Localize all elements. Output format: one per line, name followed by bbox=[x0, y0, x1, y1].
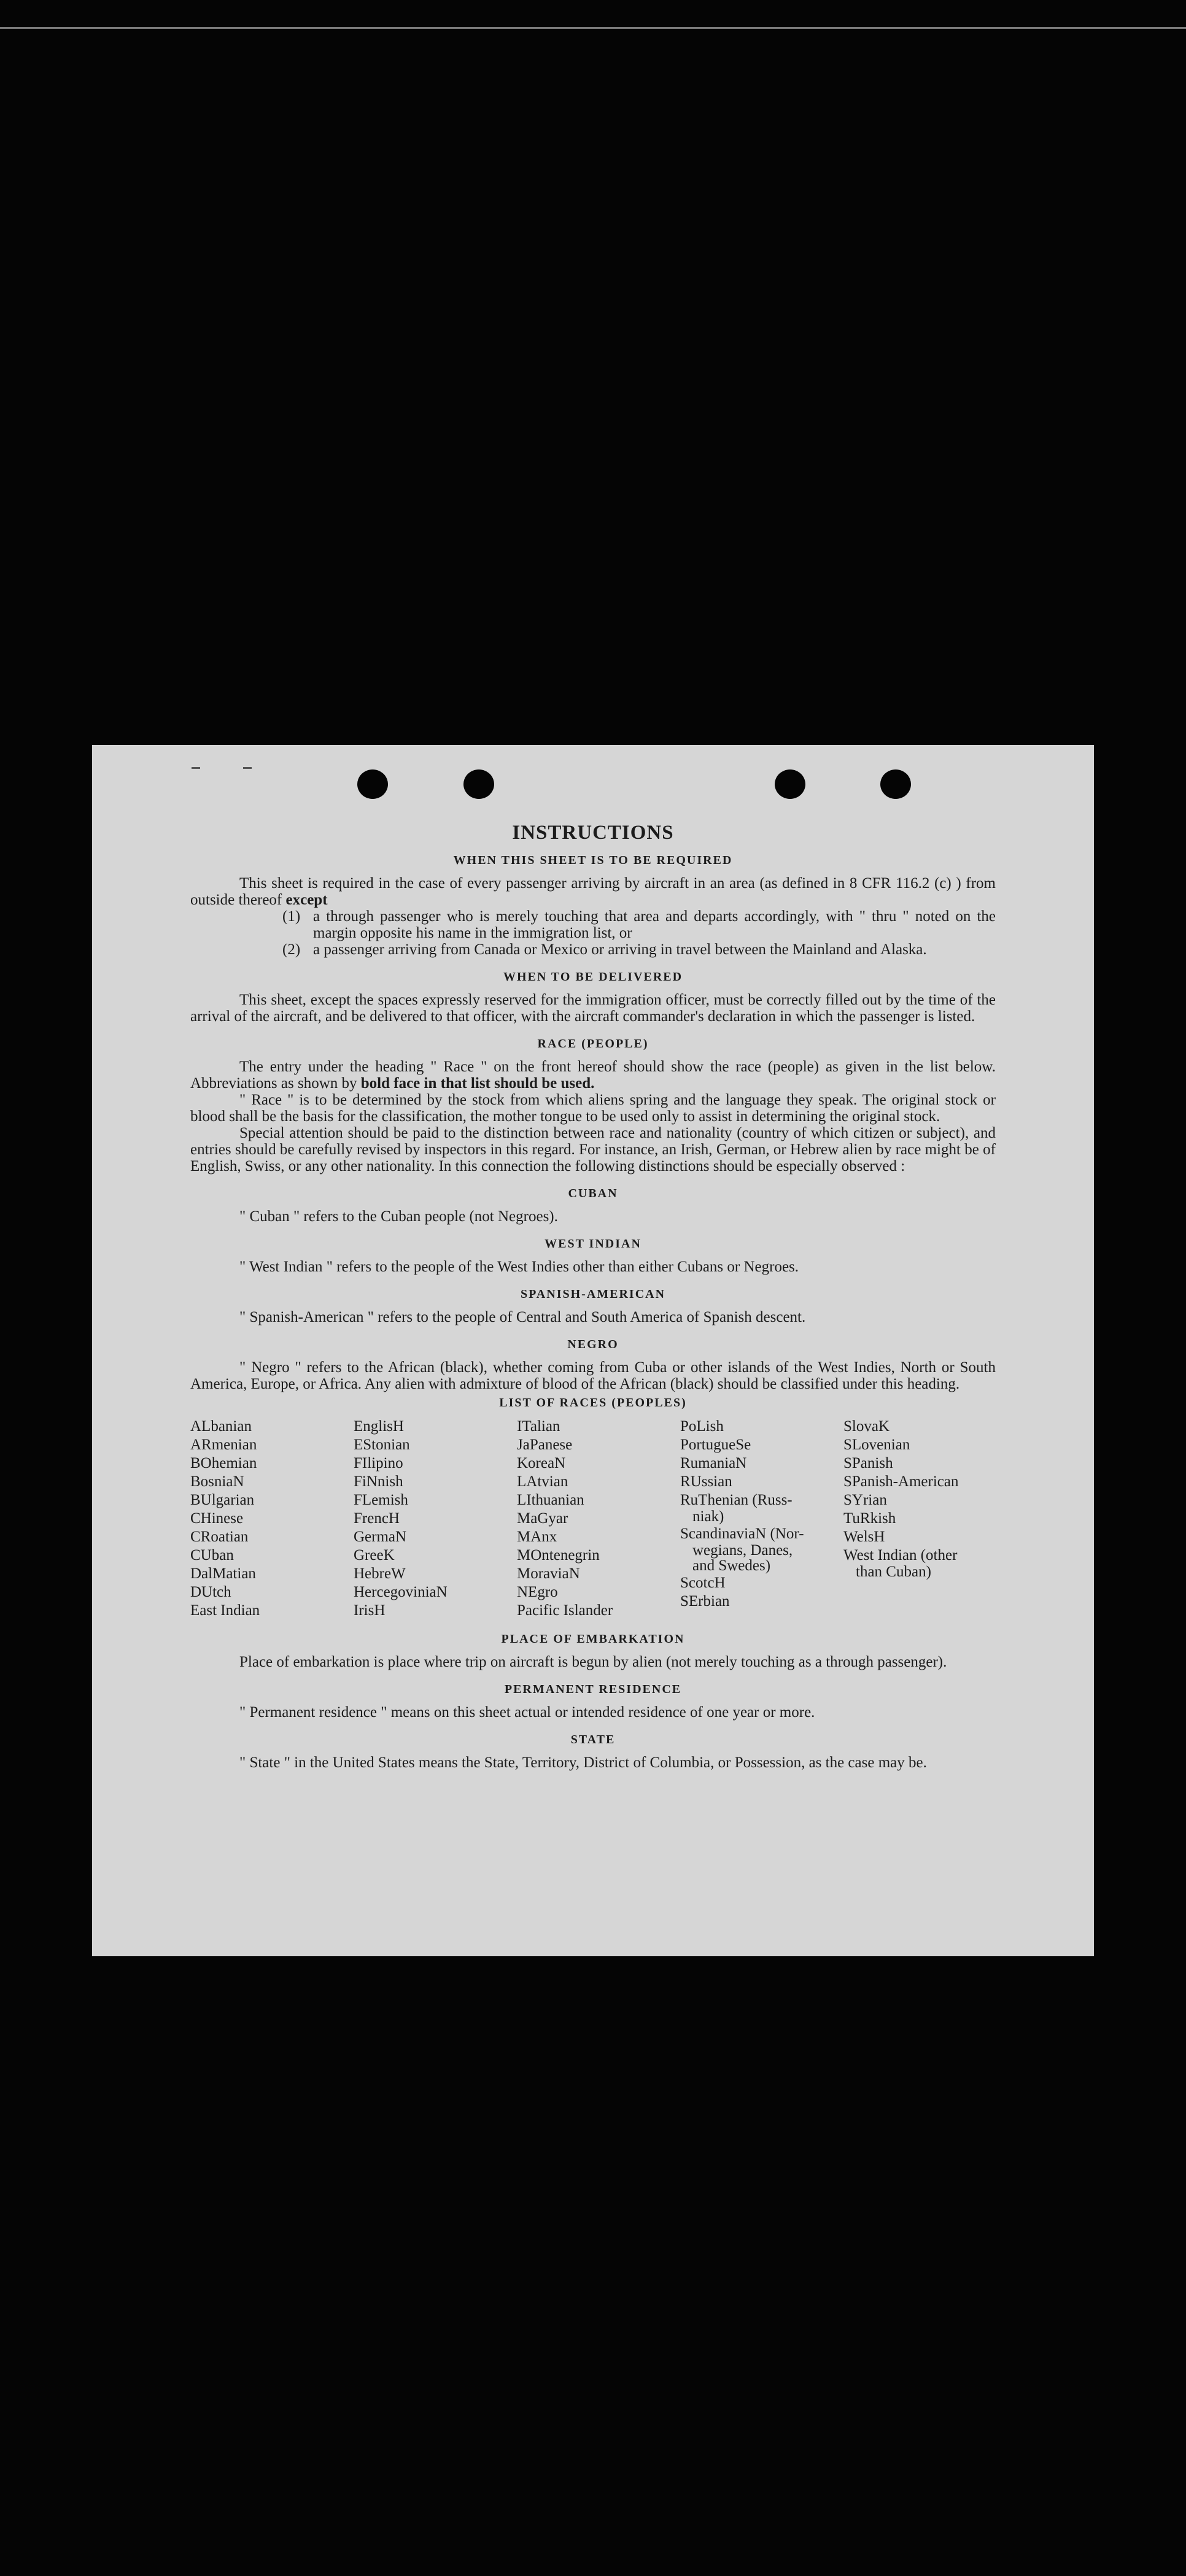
race-entry: LAtvian bbox=[517, 1473, 568, 1490]
section-heading-cuban: CUBAN bbox=[568, 1187, 618, 1200]
race-entry: BosniaN bbox=[190, 1473, 244, 1490]
page-title: INSTRUCTIONS bbox=[512, 822, 674, 844]
race-entry: SlovaK bbox=[843, 1418, 890, 1435]
races-column-2 bbox=[354, 1417, 506, 1620]
race-entry: FLemish bbox=[354, 1492, 408, 1508]
race-entry: PoLish bbox=[680, 1418, 724, 1435]
instructions-body bbox=[190, 822, 996, 1771]
item-text: a through passenger who is merely touching that area and departs accordingly, with " thru " noted on the margin opposite his name in the immigration list, or bbox=[313, 908, 996, 941]
race-entry: West Indian (other bbox=[843, 1547, 958, 1564]
race-entry: BOhemian bbox=[190, 1455, 257, 1471]
race-entry: CRoatian bbox=[190, 1529, 249, 1545]
residence-definition: " Permanent residence " means on this sheet actual or intended residence of one year or more. bbox=[239, 1704, 815, 1721]
race-entry: PortugueSe bbox=[680, 1436, 751, 1453]
race-entry-continued: niak) bbox=[692, 1508, 724, 1525]
section-heading-when-delivered: WHEN TO BE DELIVERED bbox=[503, 970, 683, 984]
item-number: (1) bbox=[282, 908, 301, 925]
race-entry: EStonian bbox=[354, 1436, 410, 1453]
race-entry: RumaniaN bbox=[680, 1455, 747, 1471]
race-entry: FIlipino bbox=[354, 1455, 403, 1471]
section-heading-west-indian: WEST INDIAN bbox=[545, 1237, 641, 1251]
state-definition: " State " in the United States means the State, Territory, District of Columbia, or Possession, as the case may be. bbox=[239, 1754, 927, 1771]
when-required-intro bbox=[190, 875, 996, 908]
race-entry: ALbanian bbox=[190, 1418, 252, 1435]
spanish-american-definition: " Spanish-American " refers to the people of Central and South America of Spanish descent. bbox=[239, 1309, 806, 1325]
punch-hole bbox=[357, 769, 388, 799]
race-entry: GermaN bbox=[354, 1529, 407, 1545]
intro-text: This sheet is required in the case of every passenger arriving by aircraft in an area (as defined in 8 CFR 116.2 (c) ) from outside thereof bbox=[190, 875, 996, 908]
race-entry: ScotcH bbox=[680, 1575, 726, 1591]
races-column-3 bbox=[517, 1417, 669, 1620]
race-entry: MoraviaN bbox=[517, 1565, 580, 1582]
race-entry: GreeK bbox=[354, 1547, 395, 1564]
race-entry: SLovenian bbox=[843, 1436, 910, 1453]
punch-hole bbox=[880, 769, 911, 799]
section-heading-embarkation: PLACE OF EMBARKATION bbox=[501, 1632, 685, 1646]
race-entry: SPanish-American bbox=[843, 1473, 959, 1490]
item-text: a passenger arriving from Canada or Mexico or arriving in travel between the Mainland and Alaska. bbox=[313, 941, 927, 958]
punch-hole bbox=[775, 769, 805, 799]
race-entry: RUssian bbox=[680, 1473, 732, 1490]
races-column-4 bbox=[680, 1417, 832, 1620]
race-entry: HebreW bbox=[354, 1565, 406, 1582]
section-heading-race: RACE (PEOPLE) bbox=[537, 1037, 649, 1051]
race-entry: MaGyar bbox=[517, 1510, 568, 1527]
instruction-sheet bbox=[92, 745, 1094, 1956]
race-entry: East Indian bbox=[190, 1602, 260, 1619]
race-entry: LIthuanian bbox=[517, 1492, 584, 1508]
section-heading-spanish-american: SPANISH-AMERICAN bbox=[520, 1287, 666, 1301]
race-paragraph-2: " Race " is to be determined by the stock from which aliens spring and the language they speak. The original stock or blood shall be the basis for the classification, the mother tongue to be used only to assist in determining the original stock. bbox=[190, 1092, 996, 1125]
race-entry: WelsH bbox=[843, 1529, 885, 1545]
race-entry: SPanish bbox=[843, 1455, 893, 1471]
list-item bbox=[282, 941, 996, 958]
race-entry: FrencH bbox=[354, 1510, 400, 1527]
section-heading-negro: NEGRO bbox=[567, 1338, 619, 1351]
races-list bbox=[190, 1417, 996, 1620]
race-paragraph-3: Special attention should be paid to the distinction between race and nationality (country of which citizen or subject), and entries should be carefully revised by inspectors in this regard. For instance, an Irish, German, or Hebrew alien by race might be of English, Swiss, or any other nationality. In this connection the following distinctions should be especially observed : bbox=[190, 1125, 996, 1174]
race-entry: Pacific Islander bbox=[517, 1602, 613, 1619]
race-entry: MAnx bbox=[517, 1529, 557, 1545]
race-entry: SErbian bbox=[680, 1593, 730, 1610]
race-entry: MOntenegrin bbox=[517, 1547, 600, 1564]
race-entry: HercegoviniaN bbox=[354, 1584, 448, 1600]
race-entry: JaPanese bbox=[517, 1436, 573, 1453]
race-p1-text: The entry under the heading " Race " on the front hereof should show the race (people) as given in the list below. Abbreviations as shown by bbox=[190, 1059, 996, 1092]
races-column-5 bbox=[843, 1417, 996, 1620]
speck-mark bbox=[243, 767, 252, 769]
list-item bbox=[282, 908, 996, 941]
cuban-definition: " Cuban " refers to the Cuban people (not Negroes). bbox=[239, 1208, 558, 1225]
race-entry: TuRkish bbox=[843, 1510, 896, 1527]
race-entry: NEgro bbox=[517, 1584, 558, 1600]
race-entry-continued: than Cuban) bbox=[856, 1564, 931, 1580]
race-entry: ScandinaviaN (Nor- bbox=[680, 1525, 804, 1542]
race-entry: CHinese bbox=[190, 1510, 244, 1527]
punch-hole bbox=[463, 769, 494, 799]
races-column-1 bbox=[190, 1417, 343, 1620]
section-heading-races-list: LIST OF RACES (PEOPLES) bbox=[499, 1396, 687, 1409]
race-entry-continued: wegians, Danes, bbox=[692, 1542, 793, 1559]
race-paragraph-1 bbox=[190, 1059, 996, 1092]
when-delivered-text: This sheet, except the spaces expressly reserved for the immigration officer, must be correctly filled out by the time of the arrival of the aircraft, and be delivered to that officer, with the aircraft commander's declaration in which the passenger is listed. bbox=[190, 992, 996, 1025]
section-heading-residence: PERMANENT RESIDENCE bbox=[504, 1683, 682, 1696]
race-entry: CUban bbox=[190, 1547, 234, 1564]
race-entry: DUtch bbox=[190, 1584, 231, 1600]
race-entry: DalMatian bbox=[190, 1565, 256, 1582]
negro-definition: " Negro " refers to the African (black), whether coming from Cuba or other islands of the West Indies, North or South America, Europe, or Africa. Any alien with admixture of blood of the African (black) should be classified under this heading. bbox=[190, 1359, 996, 1392]
race-entry: BUlgarian bbox=[190, 1492, 255, 1508]
race-p1-bold: bold face in that list should be used. bbox=[360, 1075, 595, 1092]
race-entry: IrisH bbox=[354, 1602, 386, 1619]
race-entry-continued: and Swedes) bbox=[692, 1557, 771, 1574]
embarkation-definition: Place of embarkation is place where trip on aircraft is begun by alien (not merely touching as a through passenger). bbox=[239, 1654, 947, 1670]
intro-except: except bbox=[285, 892, 328, 908]
race-entry: FiNnish bbox=[354, 1473, 403, 1490]
race-entry: SYrian bbox=[843, 1492, 887, 1508]
speck-mark bbox=[192, 767, 200, 769]
section-heading-when-required: WHEN THIS SHEET IS TO BE REQUIRED bbox=[453, 854, 733, 867]
race-entry: KoreaN bbox=[517, 1455, 566, 1471]
race-entry: ARmenian bbox=[190, 1436, 257, 1453]
section-heading-state: STATE bbox=[570, 1733, 616, 1746]
race-entry: ITalian bbox=[517, 1418, 560, 1435]
race-entry: RuThenian (Russ- bbox=[680, 1492, 793, 1508]
film-top-rule bbox=[0, 27, 1186, 29]
west-indian-definition: " West Indian " refers to the people of the West Indies other than either Cubans or Negroes. bbox=[239, 1259, 799, 1275]
race-entry: EnglisH bbox=[354, 1418, 404, 1435]
item-number: (2) bbox=[282, 941, 301, 958]
